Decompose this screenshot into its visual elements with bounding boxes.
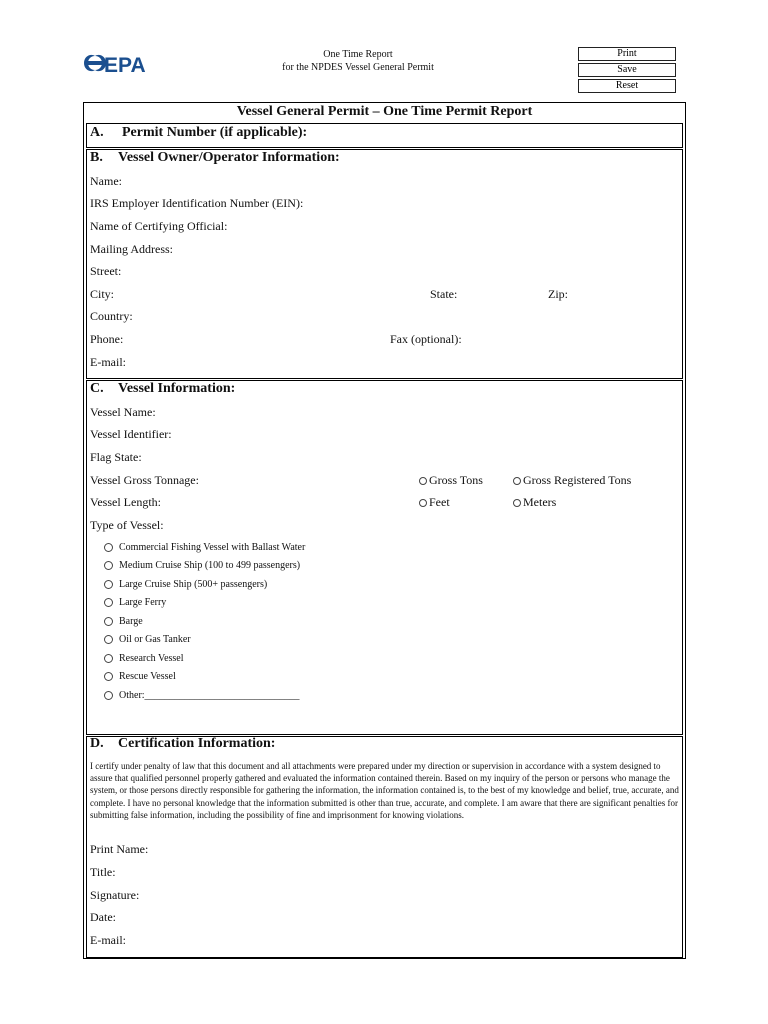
vessel-type-radio[interactable] xyxy=(104,543,113,552)
vessel-type-option-other[interactable] xyxy=(104,690,300,701)
vessel-type-label: Medium Cruise Ship (100 to 499 passengers) xyxy=(119,560,301,571)
feet-radio[interactable] xyxy=(419,499,427,507)
gross-registered-tons-option[interactable] xyxy=(513,473,631,488)
signature-label: Signature: xyxy=(90,888,140,902)
vessel-type-label: Rescue Vessel xyxy=(119,671,176,682)
meters-label: Meters xyxy=(523,495,557,509)
section-b-title: Vessel Owner/Operator Information: xyxy=(118,150,340,165)
vessel-type-radio[interactable] xyxy=(104,561,113,570)
vessel-type-radio[interactable] xyxy=(104,617,113,626)
vessel-identifier-label: Vessel Identifier: xyxy=(90,427,172,441)
feet-option[interactable] xyxy=(419,495,450,510)
section-c-title: Vessel Information: xyxy=(118,381,236,396)
section-a-letter: A. xyxy=(90,125,104,140)
report-header xyxy=(228,48,488,74)
epa-seal-icon xyxy=(82,50,148,76)
zip-label: Zip: xyxy=(548,287,568,301)
vessel-type-radio[interactable] xyxy=(104,654,113,663)
gross-registered-tons-label: Gross Registered Tons xyxy=(523,473,632,487)
section-b-box xyxy=(86,149,683,379)
epa-logo xyxy=(82,50,148,76)
vessel-type-label: Large Ferry xyxy=(119,597,167,608)
save-button[interactable]: Save xyxy=(578,63,676,77)
section-d-letter: D. xyxy=(90,736,104,751)
vessel-type-label: Large Cruise Ship (500+ passengers) xyxy=(119,579,268,590)
meters-option[interactable] xyxy=(513,495,556,510)
state-label: State: xyxy=(430,287,458,301)
ein-label: IRS Employer Identification Number (EIN): xyxy=(90,196,304,210)
meters-radio[interactable] xyxy=(513,499,521,507)
fax-label: Fax (optional): xyxy=(390,332,462,346)
section-a-title: Permit Number (if applicable): xyxy=(122,125,308,140)
vessel-name-label: Vessel Name: xyxy=(90,405,156,419)
vessel-type-option[interactable] xyxy=(104,542,305,553)
flag-state-label: Flag State: xyxy=(90,450,142,464)
vessel-length-label: Vessel Length: xyxy=(90,495,161,509)
gross-tons-radio[interactable] xyxy=(419,477,427,485)
header-line-1: One Time Report xyxy=(323,49,393,60)
reset-button[interactable]: Reset xyxy=(578,79,676,93)
vessel-type-label: Barge xyxy=(119,616,143,627)
svg-text:EPA: EPA xyxy=(104,54,146,76)
section-b-letter: B. xyxy=(90,150,103,165)
vessel-type-option[interactable] xyxy=(104,653,184,664)
country-label: Country: xyxy=(90,309,133,323)
form-title: Vessel General Permit – One Time Permit Report xyxy=(236,104,533,119)
certifying-official-label: Name of Certifying Official: xyxy=(90,219,228,233)
vessel-type-option[interactable] xyxy=(104,671,176,682)
vessel-type-option[interactable] xyxy=(104,560,300,571)
gross-tons-option[interactable] xyxy=(419,473,483,488)
vessel-type-label: Commercial Fishing Vessel with Ballast Water xyxy=(119,542,306,553)
owner-email-label: E-mail: xyxy=(90,355,126,369)
vessel-type-label: Other:_______________________________ xyxy=(119,690,300,701)
phone-label: Phone: xyxy=(90,332,124,346)
vessel-type-radio[interactable] xyxy=(104,672,113,681)
header-line-2: for the NPDES Vessel General Permit xyxy=(282,62,434,73)
gross-registered-tons-radio[interactable] xyxy=(513,477,521,485)
vessel-type-option[interactable] xyxy=(104,634,191,645)
vessel-type-label: Oil or Gas Tanker xyxy=(119,634,191,645)
print-name-label: Print Name: xyxy=(90,842,149,856)
section-d-title: Certification Information: xyxy=(118,736,276,751)
vessel-type-label: Research Vessel xyxy=(119,653,184,664)
gross-tonnage-label: Vessel Gross Tonnage: xyxy=(90,473,199,487)
gross-tons-label: Gross Tons xyxy=(429,473,483,487)
vessel-type-option[interactable] xyxy=(104,579,267,590)
street-label: Street: xyxy=(90,264,122,278)
vessel-type-option[interactable] xyxy=(104,616,143,627)
vessel-type-radio[interactable] xyxy=(104,691,113,700)
certification-statement: I certify under penalty of law that this document and all attachments were prepared under my direction or supervision in accordance with a system designed to assure that qualified personnel properly gathered and evaluated the information contained therein. Based on my inquiry of the person or persons who manage the system, or those persons directly responsible for gathering the information, the information contained is, to the best of my knowledge and belief, true, accurate, and complete. I have no personal knowledge that the information submitted is other than true, accurate, and complete. I am aware that there are significant penalties for submitting false information, including the possibility of fine and imprisonment for knowing violations. xyxy=(90,761,679,820)
vessel-type-radio[interactable] xyxy=(104,580,113,589)
feet-label: Feet xyxy=(429,495,450,509)
city-label: City: xyxy=(90,287,115,301)
vessel-type-radio[interactable] xyxy=(104,598,113,607)
certifier-email-label: E-mail: xyxy=(90,933,126,947)
section-c-letter: C. xyxy=(90,381,104,396)
type-of-vessel-label: Type of Vessel: xyxy=(90,518,164,532)
vessel-type-option[interactable] xyxy=(104,597,166,608)
owner-name-label: Name: xyxy=(90,174,122,188)
title-label: Title: xyxy=(90,865,116,879)
vessel-type-radio[interactable] xyxy=(104,635,113,644)
print-button[interactable]: Print xyxy=(578,47,676,61)
mailing-address-label: Mailing Address: xyxy=(90,242,173,256)
date-label: Date: xyxy=(90,910,116,924)
